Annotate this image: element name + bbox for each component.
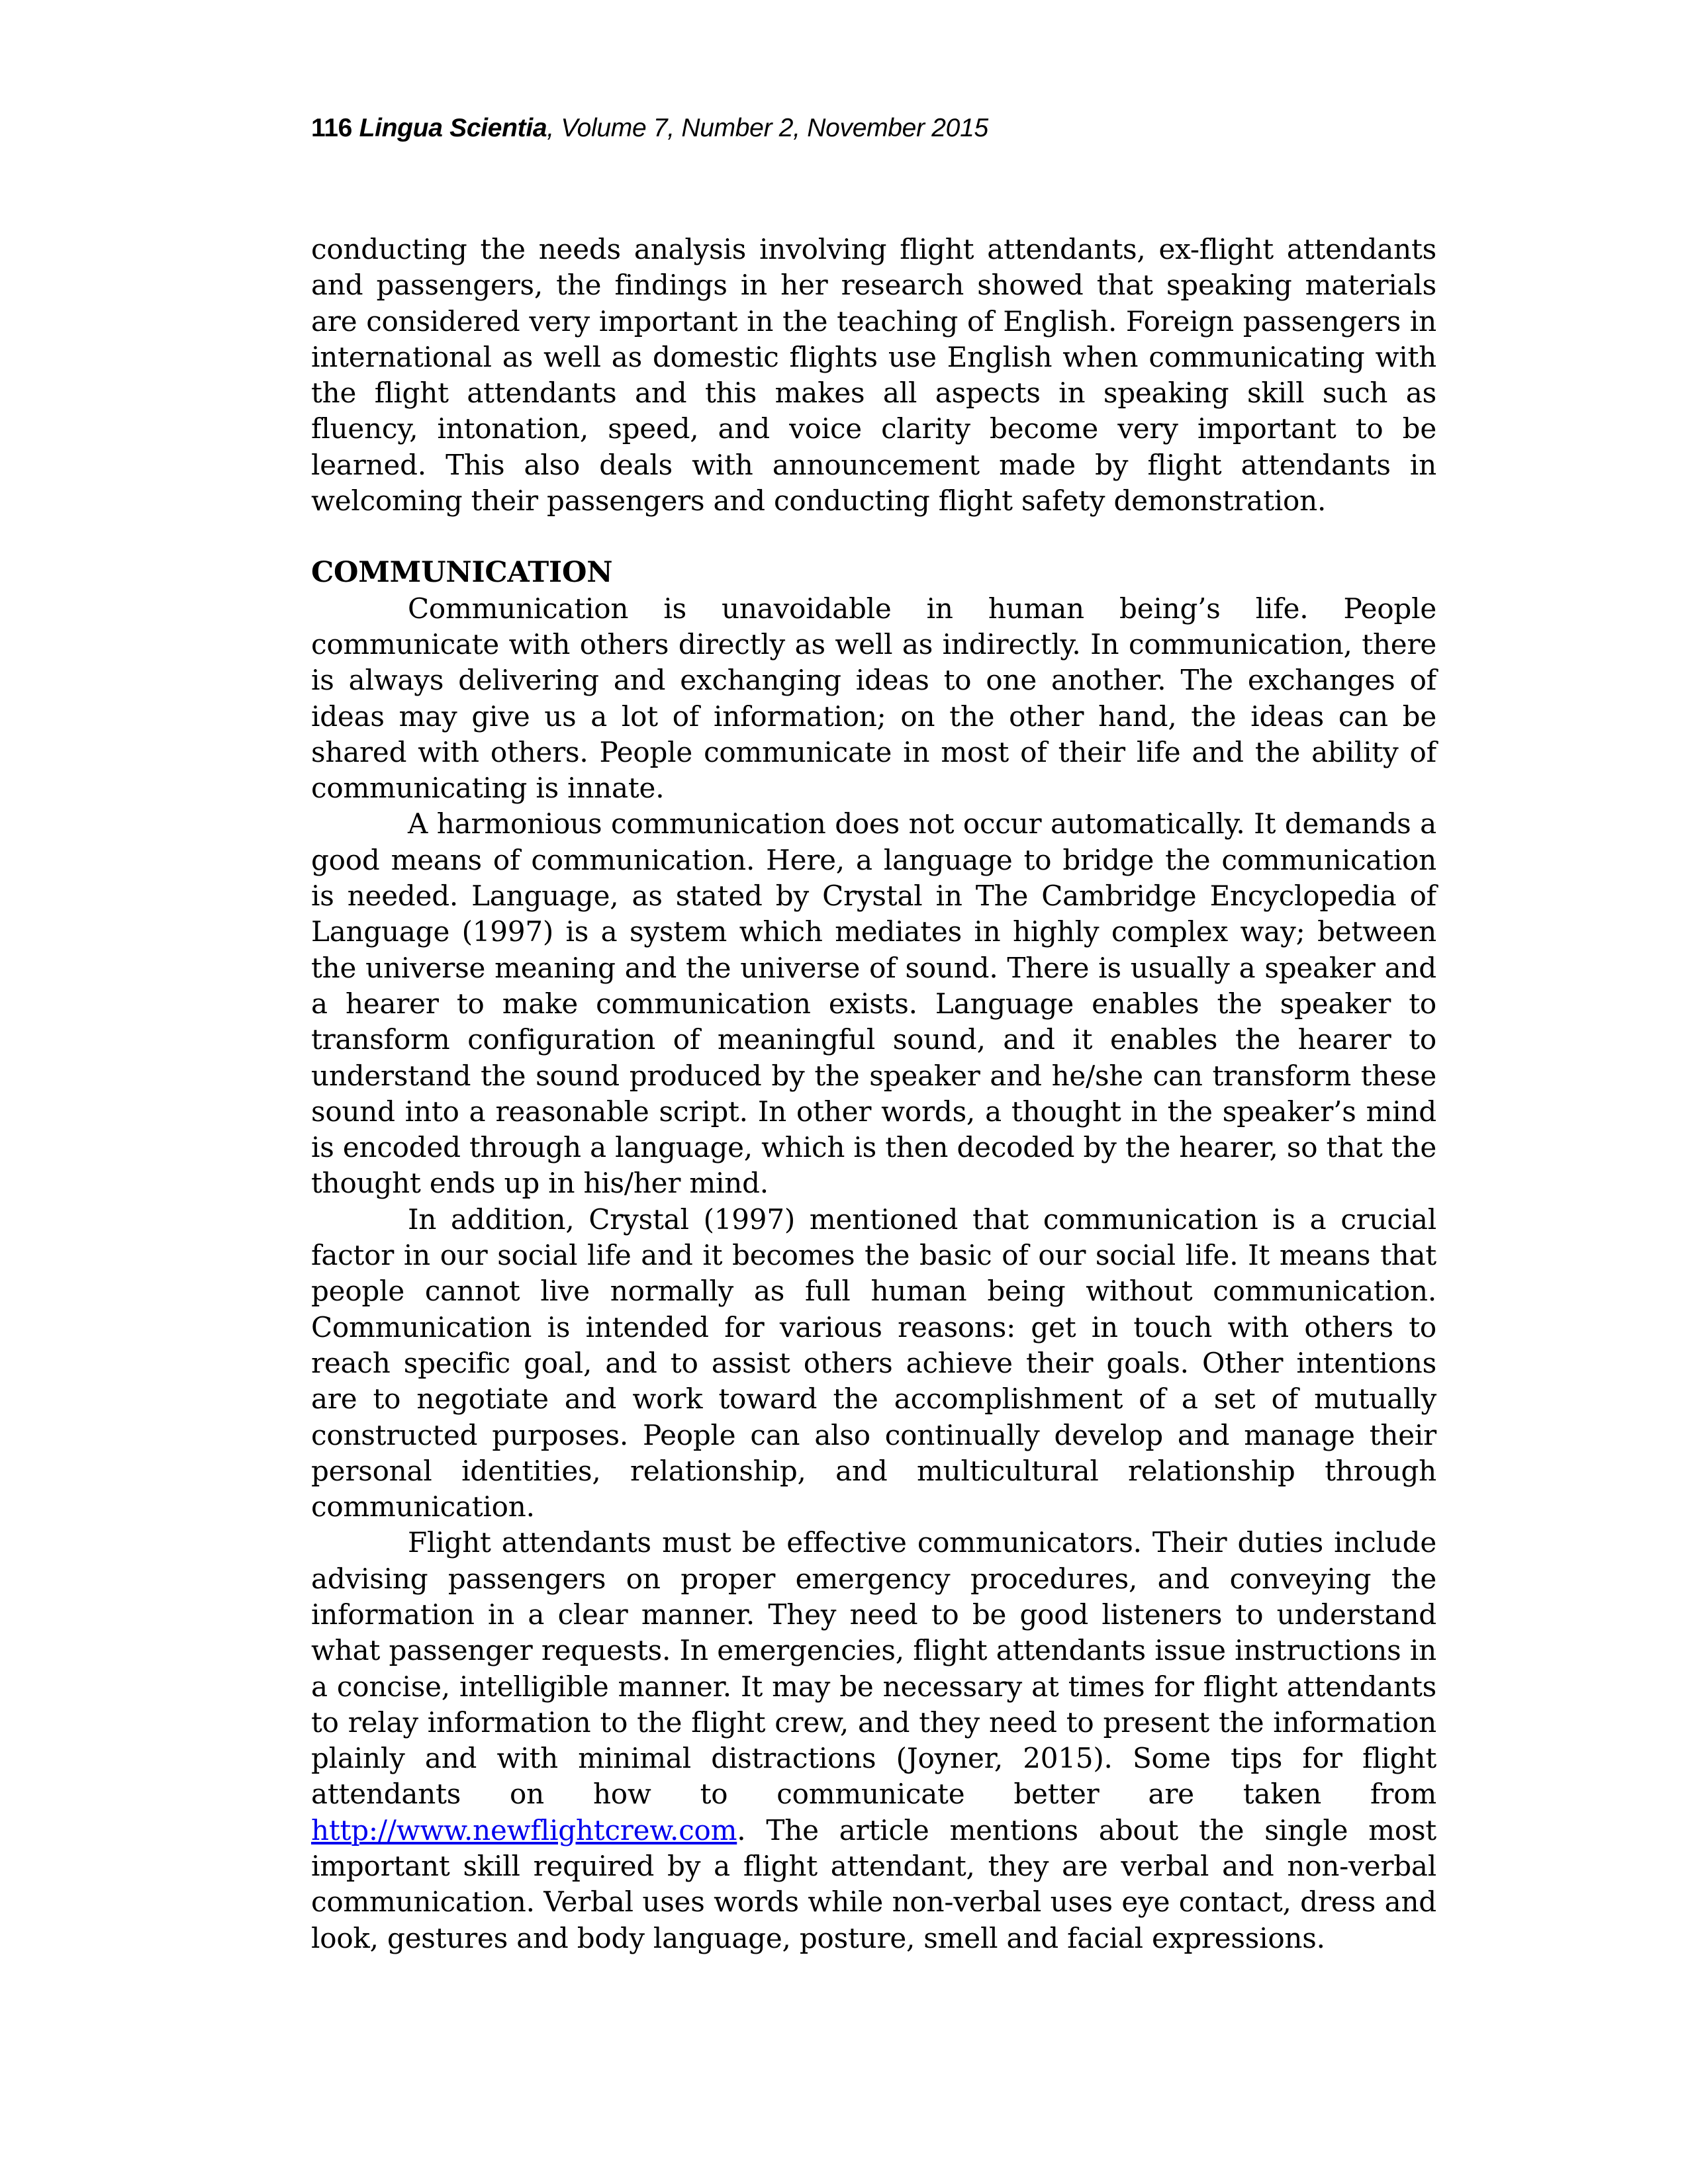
body-paragraph-with-link: [311, 1525, 1436, 1956]
body-paragraph: Communication is unavoidable in human being’s life. People communicate with others directly as well as indirectly. In communication, there is always delivering and exchanging ideas to one another. The exchanges of ideas may give us a lot of information; on the other hand, the ideas can be shared with others. People communicate in most of their life and the ability of communicating is innate.: [311, 592, 1436, 805]
newflightcrew-link[interactable]: http://www.newflightcrew.com: [311, 1813, 737, 1846]
body-paragraph: A harmonious communication does not occur automatically. It demands a good means of communication. Here, a language to bridge the communication is needed. Language, as stated by Crystal in The Cambridge Encyclopedia of Language (1997) is a system which mediates in highly complex way; between the universe meaning and the universe of sound. There is usually a speaker and a hearer to make communication exists. Language enables the speaker to transform configuration of meaningful sound, and it enables the hearer to understand the sound produced by the speaker and he/she can transform these sound into a reasonable script. In other words, a thought in the speaker’s mind is encoded through a language, which is then decoded by the hearer, so that the thought ends up in his/her mind.: [311, 807, 1436, 1200]
issue-info: , Volume 7, Number 2, November 2015: [547, 114, 988, 142]
running-head: [311, 114, 988, 143]
body-paragraph: In addition, Crystal (1997) mentioned that communication is a crucial factor in our social life and it becomes the basic of our social life. It means that people cannot live normally as full human being without communication. Communication is intended for various reasons: get in touch with others to reach specific goal, and to assist others achieve their goals. Other intentions are to negotiate and work toward the accomplishment of a set of mutually constructed purposes. People can also continually develop and manage their personal identities, relationship, and multicultural relationship through communication.: [311, 1203, 1436, 1524]
section-heading: COMMUNICATION: [311, 556, 613, 590]
journal-title: Lingua Scientia: [359, 114, 547, 142]
intro-paragraph: conducting the needs analysis involving flight attendants, ex-flight attendants and passengers, the findings in her research showed that speaking materials are considered very important in the teaching of English. Foreign passengers in international as well as domestic flights use English when communicating with the flight attendants and this makes all aspects in speaking skill such as fluency, intonation, speed, and voice clarity become very important to be learned. This also deals with announcement made by flight attendants in welcoming their passengers and conducting flight safety demonstration.: [311, 233, 1436, 518]
page-number: 116: [311, 114, 353, 142]
article-body: [311, 232, 1436, 1956]
paragraph-text-after-link: . The article mentions about the single most important skill required by a flight attendant, they are verbal and non-verbal communication. Verbal uses words while non-verbal uses eye contact, dress and look, gestures and body language, posture, smell and facial expressions.: [311, 1813, 1436, 1954]
paragraph-text-before-link: Flight attendants must be effective communicators. Their duties include advising passengers on proper emergency procedures, and conveying the information in a clear manner. They need to be good listeners to understand what passenger requests. In emergencies, flight attendants issue instructions in a concise, intelligible manner. It may be necessary at times for flight attendants to relay information to the flight crew, and they need to present the information plainly and with minimal distractions (Joyner, 2015). Some tips for flight attendants on how to communicate better are taken from: [311, 1526, 1436, 1811]
